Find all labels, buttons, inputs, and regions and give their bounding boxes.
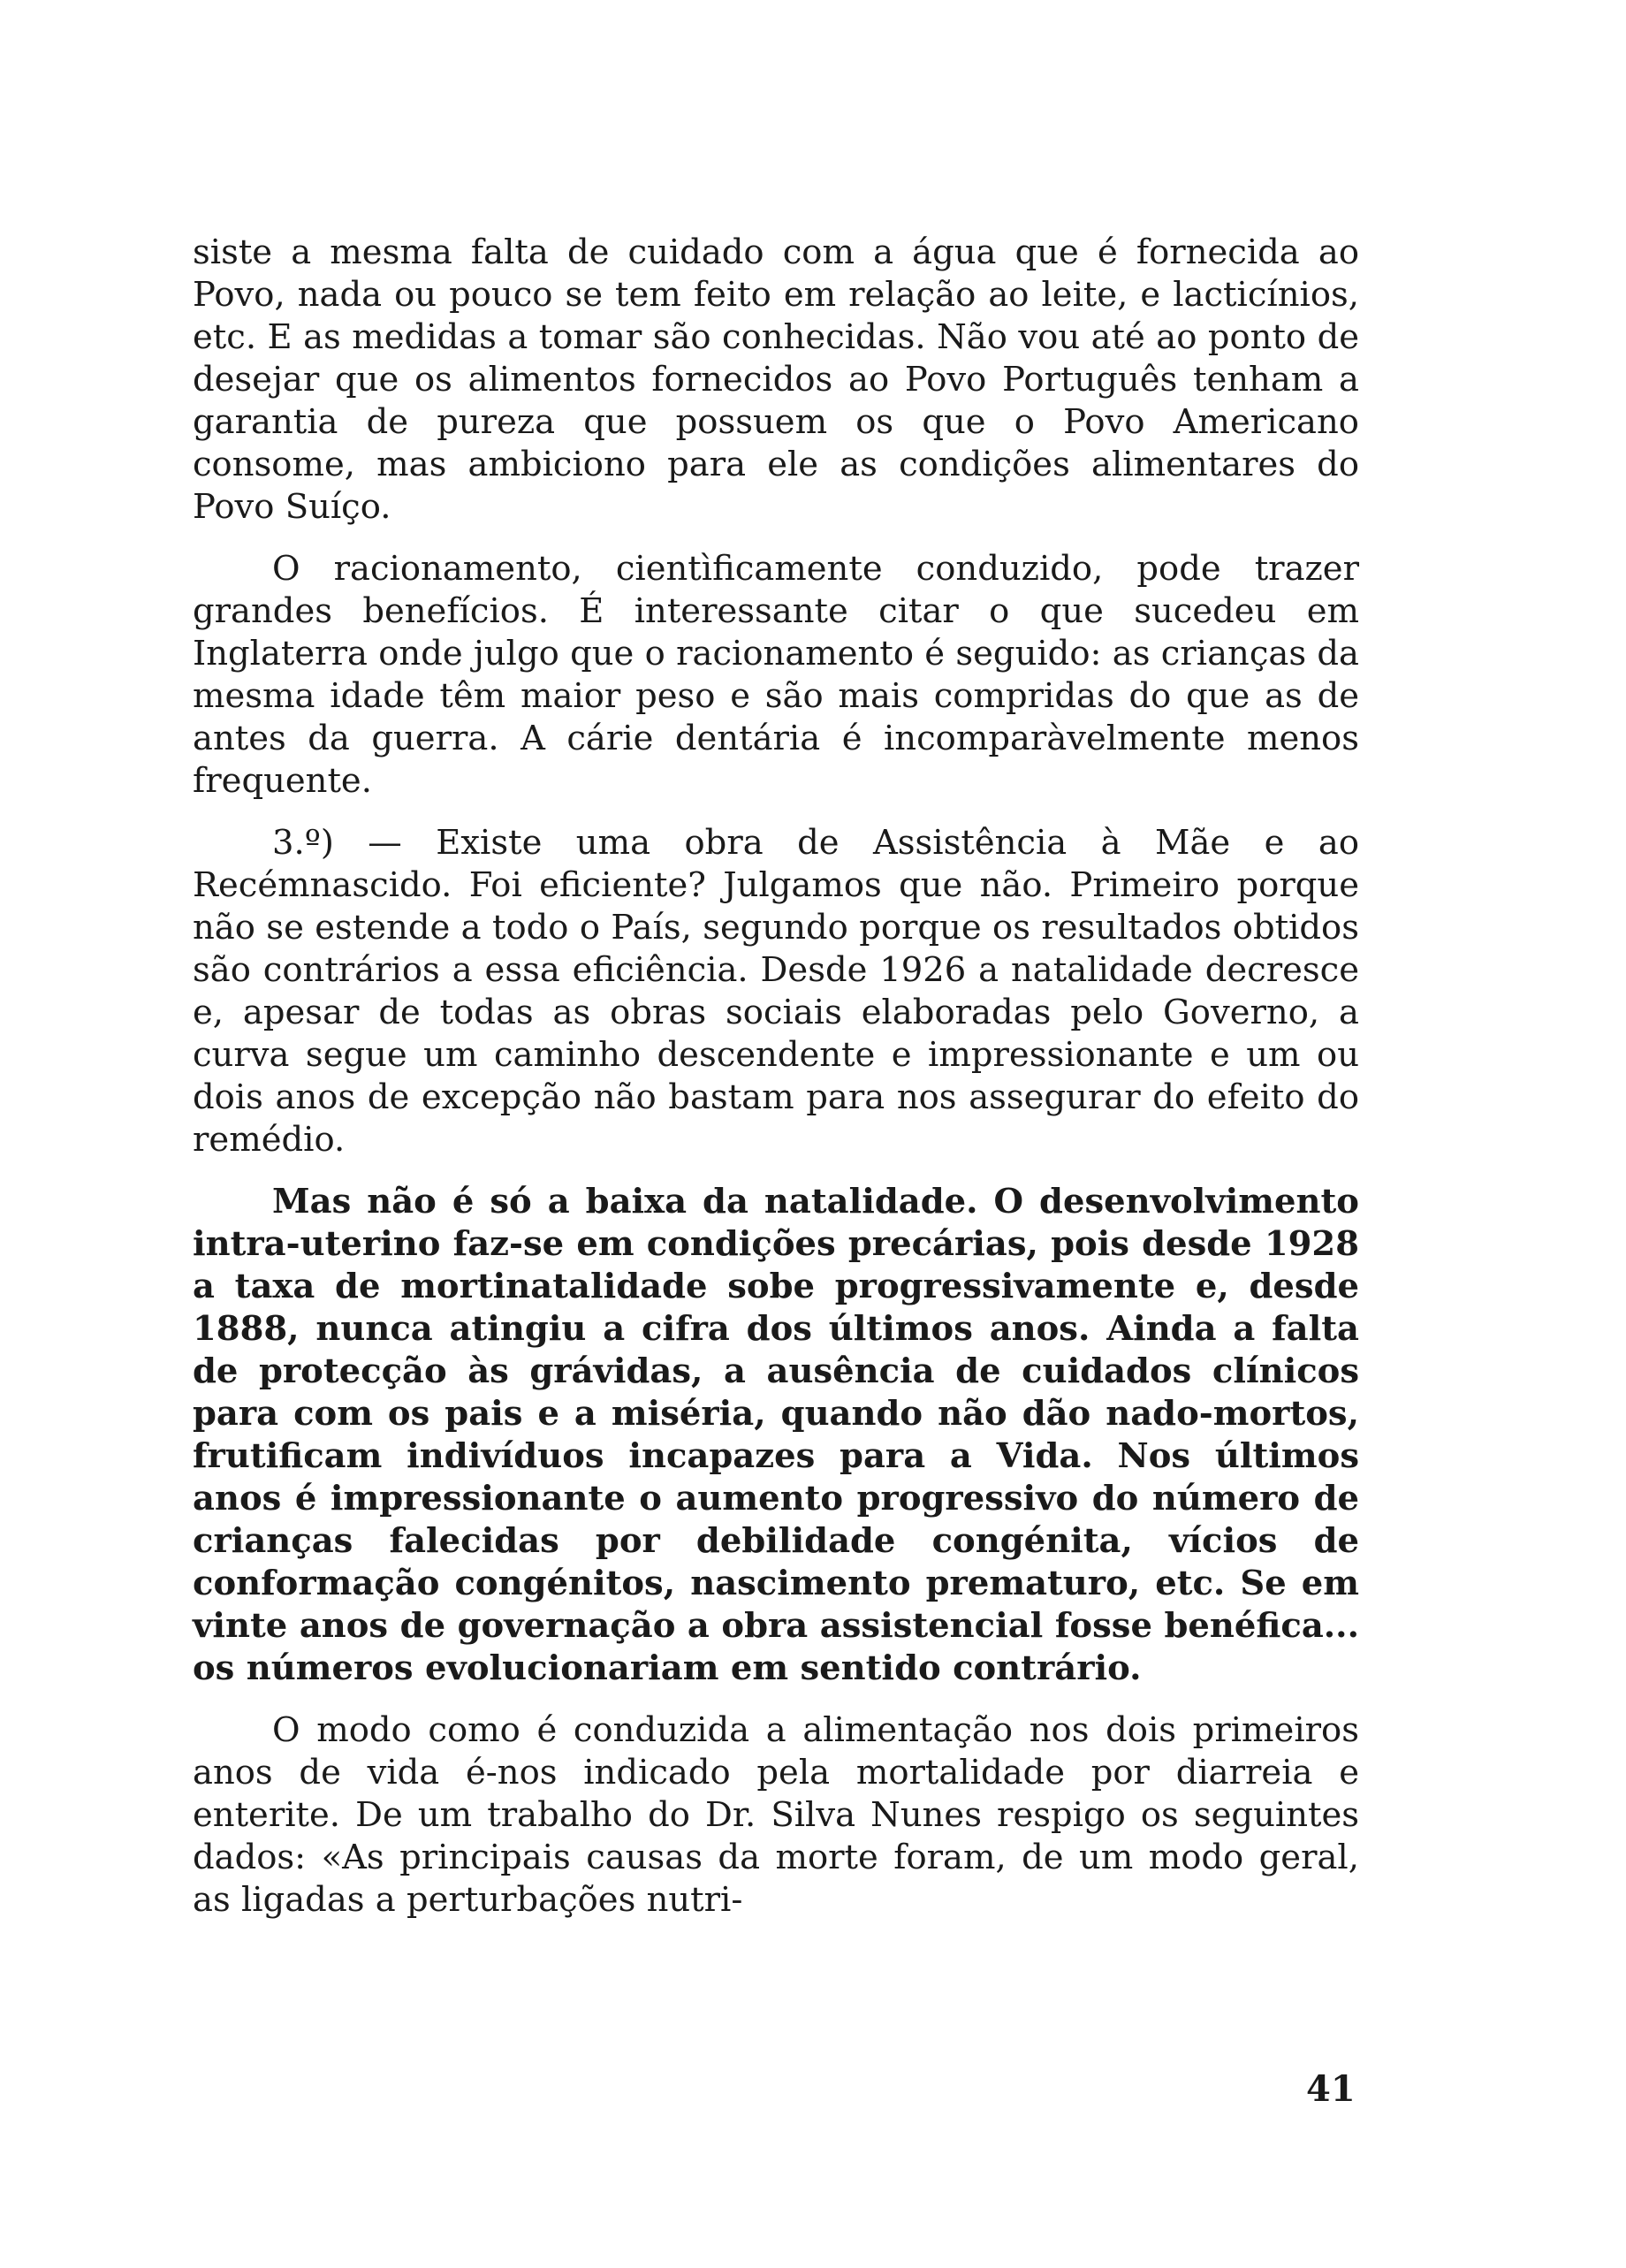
paragraph-water-milk: siste a mesma falta de cuidado com a água que é fornecida ao Povo, nada ou pouco se tem feito em relação ao leite, e lacticínios, etc. E as medidas a tomar são conhecidas. Não vou até ao ponto de desejar que os alimentos fornecidos ao Povo Português tenham a garantia de pureza que possuem os que o Povo Americano consome, mas ambiciono para ele as condições alimentares do Povo Suíço. [193,232,1359,527]
paragraph-rationing: O racionamento, cientìficamente conduzido, pode trazer grandes benefícios. É interessante citar o que sucedeu em Inglaterra onde julgo que o racionamento é seguido: as crianças da mesma idade têm maior peso e são mais compridas do que as de antes da guerra. A cárie dentária é incomparàvelmente menos frequente. [193,549,1359,801]
paragraph-birth-rate: Mas não é só a baixa da natalidade. O desenvolvimento intra-uterino faz-se em condições precárias, pois desde 1928 a taxa de mortinatalidade sobe progressivamente e, desde 1888, nunca atingiu a cifra dos últimos anos. Ainda a falta de protecção às grávidas, a ausência de cuidados clínicos para com os pais e a miséria, quando não dão nado-mortos, frutificam indivíduos incapazes para a Vida. Nos últimos anos é impressionante o aumento progressivo do número de crianças falecidas por debilidade congénita, vícios de conformação congénitos, nascimento prematuro, etc. Se em vinte anos de governação a obra assistencial fosse benéfica... os números evolucionariam em sentido contrário. [193,1182,1359,1688]
paragraph-infant-feeding: O modo como é conduzida a alimentação nos dois primeiros anos de vida é-nos indicado pela mortalidade por diarreia e enterite. De um trabalho do Dr. Silva Nunes respigo os seguintes dados: «As principais causas da morte foram, de um modo geral, as ligadas a perturbações nutri- [193,1710,1359,1920]
paragraph-maternal-assistance: 3.º) — Existe uma obra de Assistência à Mãe e ao Recémnascido. Foi eficiente? Julgamos que não. Primeiro porque não se estende a todo o País, segundo porque os resultados obtidos são contrários a essa eficiência. Desde 1926 a natalidade decresce e, apesar de todas as obras sociais elaboradas pelo Governo, a curva segue um caminho descendente e impressionante e um ou dois anos de excepção não bastam para nos assegurar do efeito do remédio. [193,823,1359,1160]
page-number: 41 [1306,2068,1356,2110]
page-body [193,232,1359,1922]
